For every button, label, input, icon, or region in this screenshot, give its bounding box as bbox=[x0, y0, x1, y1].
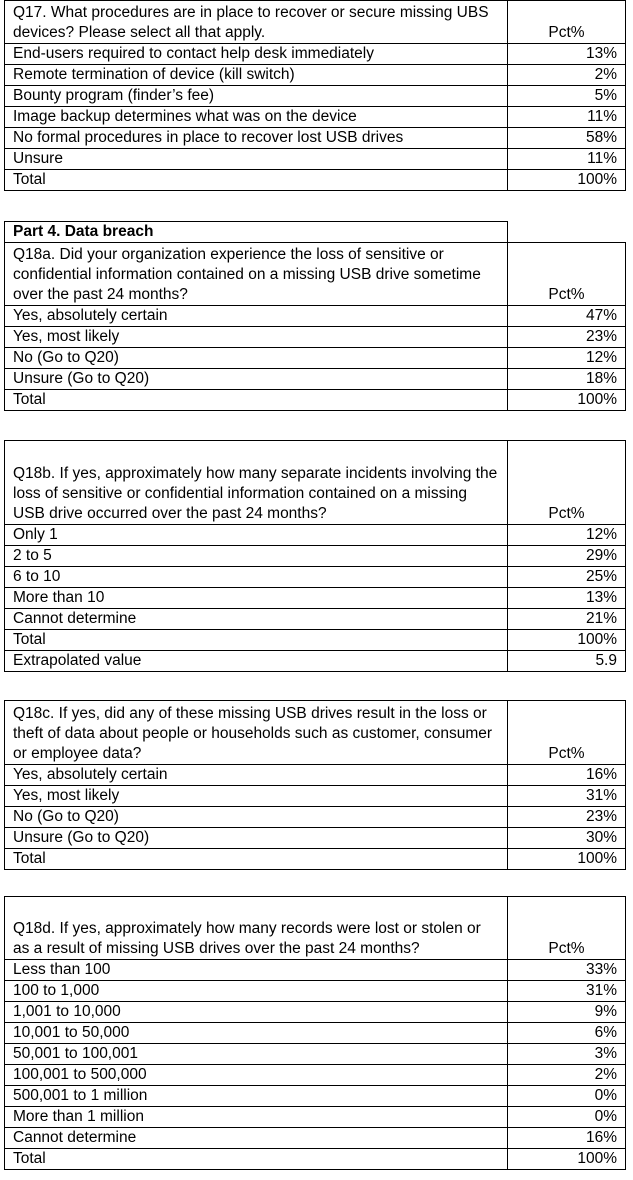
row-value: 9% bbox=[508, 1002, 626, 1023]
row-value: 31% bbox=[508, 786, 626, 807]
row-value: 5% bbox=[508, 86, 626, 107]
row-label: Extrapolated value bbox=[5, 651, 508, 672]
table-row bbox=[5, 107, 626, 128]
empty-cell bbox=[508, 222, 626, 243]
table-row bbox=[5, 1065, 626, 1086]
row-label: Only 1 bbox=[5, 525, 508, 546]
q18c-table bbox=[4, 700, 626, 870]
q18c-question: Q18c. If yes, did any of these missing USB drives result in the loss or theft of data about people or households such as customer, consumer or employee data? bbox=[5, 701, 508, 765]
q18c-pct-header: Pct% bbox=[508, 701, 626, 765]
table-row bbox=[5, 1023, 626, 1044]
row-label: No (Go to Q20) bbox=[5, 807, 508, 828]
row-value: 11% bbox=[508, 107, 626, 128]
table-row bbox=[5, 609, 626, 630]
row-value: 18% bbox=[508, 369, 626, 390]
row-label: Less than 100 bbox=[5, 960, 508, 981]
row-value: 25% bbox=[508, 567, 626, 588]
row-value: 100% bbox=[508, 630, 626, 651]
q18b-table bbox=[4, 440, 626, 672]
row-label: Total bbox=[5, 170, 508, 191]
row-value: 100% bbox=[508, 390, 626, 411]
row-label: Yes, absolutely certain bbox=[5, 765, 508, 786]
table-row bbox=[5, 981, 626, 1002]
row-value: 29% bbox=[508, 546, 626, 567]
table-row bbox=[5, 588, 626, 609]
row-label: Yes, most likely bbox=[5, 327, 508, 348]
row-label: Total bbox=[5, 630, 508, 651]
row-value: 100% bbox=[508, 849, 626, 870]
table-row bbox=[5, 128, 626, 149]
table-row bbox=[5, 1002, 626, 1023]
row-value: 33% bbox=[508, 960, 626, 981]
table-row bbox=[5, 1086, 626, 1107]
table-row bbox=[5, 1107, 626, 1128]
q17-table bbox=[4, 0, 626, 191]
row-value: 0% bbox=[508, 1086, 626, 1107]
table-row bbox=[5, 86, 626, 107]
table-row bbox=[5, 567, 626, 588]
q18d-question: Q18d. If yes, approximately how many records were lost or stolen or as a result of missing USB drives over the past 24 months? bbox=[5, 897, 508, 960]
q18b-question: Q18b. If yes, approximately how many separate incidents involving the loss of sensitive or confidential information contained on a missing USB drive occurred over the past 24 months? bbox=[5, 441, 508, 525]
row-value: 13% bbox=[508, 588, 626, 609]
row-value: 100% bbox=[508, 1149, 626, 1170]
row-label: Total bbox=[5, 390, 508, 411]
q18a-question: Q18a. Did your organization experience the loss of sensitive or confidential information contained on a missing USB drive sometime over the past 24 months? bbox=[5, 243, 508, 306]
table-row bbox=[5, 546, 626, 567]
table-row bbox=[5, 149, 626, 170]
row-label: 6 to 10 bbox=[5, 567, 508, 588]
row-value: 2% bbox=[508, 65, 626, 86]
row-value: 100% bbox=[508, 170, 626, 191]
table-row bbox=[5, 1128, 626, 1149]
table-row bbox=[5, 765, 626, 786]
q18a-table bbox=[4, 221, 626, 411]
row-label: 100 to 1,000 bbox=[5, 981, 508, 1002]
row-label: More than 1 million bbox=[5, 1107, 508, 1128]
table-row bbox=[5, 369, 626, 390]
row-value: 0% bbox=[508, 1107, 626, 1128]
row-value: 30% bbox=[508, 828, 626, 849]
table-row bbox=[5, 525, 626, 546]
row-value: 58% bbox=[508, 128, 626, 149]
table-row bbox=[5, 849, 626, 870]
row-label: Image backup determines what was on the device bbox=[5, 107, 508, 128]
row-label: Unsure (Go to Q20) bbox=[5, 828, 508, 849]
table-row bbox=[5, 327, 626, 348]
row-label: Unsure bbox=[5, 149, 508, 170]
table-row bbox=[5, 960, 626, 981]
q18d-table bbox=[4, 896, 626, 1170]
table-row bbox=[5, 651, 626, 672]
row-value: 31% bbox=[508, 981, 626, 1002]
row-value: 6% bbox=[508, 1023, 626, 1044]
table-row bbox=[5, 807, 626, 828]
q17-pct-header: Pct% bbox=[508, 1, 626, 44]
row-value: 11% bbox=[508, 149, 626, 170]
row-label: End-users required to contact help desk immediately bbox=[5, 44, 508, 65]
row-label: 500,001 to 1 million bbox=[5, 1086, 508, 1107]
row-label: Remote termination of device (kill switch) bbox=[5, 65, 508, 86]
q18a-pct-header: Pct% bbox=[508, 243, 626, 306]
table-row bbox=[5, 348, 626, 369]
row-value: 12% bbox=[508, 348, 626, 369]
row-label: Yes, most likely bbox=[5, 786, 508, 807]
row-value: 12% bbox=[508, 525, 626, 546]
row-value: 3% bbox=[508, 1044, 626, 1065]
row-value: 47% bbox=[508, 306, 626, 327]
row-label: No formal procedures in place to recover lost USB drives bbox=[5, 128, 508, 149]
row-value: 23% bbox=[508, 807, 626, 828]
table-row bbox=[5, 65, 626, 86]
row-label: Cannot determine bbox=[5, 1128, 508, 1149]
q17-question: Q17. What procedures are in place to recover or secure missing UBS devices? Please select all that apply. bbox=[5, 1, 508, 44]
row-value: 16% bbox=[508, 765, 626, 786]
row-value: 5.9 bbox=[508, 651, 626, 672]
row-value: 13% bbox=[508, 44, 626, 65]
q18b-pct-header: Pct% bbox=[508, 441, 626, 525]
row-label: Cannot determine bbox=[5, 609, 508, 630]
table-row bbox=[5, 390, 626, 411]
part-title: Part 4. Data breach bbox=[5, 222, 508, 243]
row-label: More than 10 bbox=[5, 588, 508, 609]
table-row bbox=[5, 786, 626, 807]
q18d-pct-header: Pct% bbox=[508, 897, 626, 960]
row-label: 2 to 5 bbox=[5, 546, 508, 567]
row-label: Unsure (Go to Q20) bbox=[5, 369, 508, 390]
row-label: No (Go to Q20) bbox=[5, 348, 508, 369]
table-row bbox=[5, 630, 626, 651]
row-label: Total bbox=[5, 1149, 508, 1170]
row-label: 100,001 to 500,000 bbox=[5, 1065, 508, 1086]
table-row bbox=[5, 1044, 626, 1065]
row-label: 10,001 to 50,000 bbox=[5, 1023, 508, 1044]
table-row bbox=[5, 1149, 626, 1170]
row-value: 23% bbox=[508, 327, 626, 348]
table-row bbox=[5, 44, 626, 65]
table-row bbox=[5, 828, 626, 849]
row-label: Yes, absolutely certain bbox=[5, 306, 508, 327]
row-label: 50,001 to 100,001 bbox=[5, 1044, 508, 1065]
table-row bbox=[5, 306, 626, 327]
table-row bbox=[5, 170, 626, 191]
row-label: 1,001 to 10,000 bbox=[5, 1002, 508, 1023]
row-label: Bounty program (finder’s fee) bbox=[5, 86, 508, 107]
row-value: 16% bbox=[508, 1128, 626, 1149]
row-value: 2% bbox=[508, 1065, 626, 1086]
row-value: 21% bbox=[508, 609, 626, 630]
row-label: Total bbox=[5, 849, 508, 870]
